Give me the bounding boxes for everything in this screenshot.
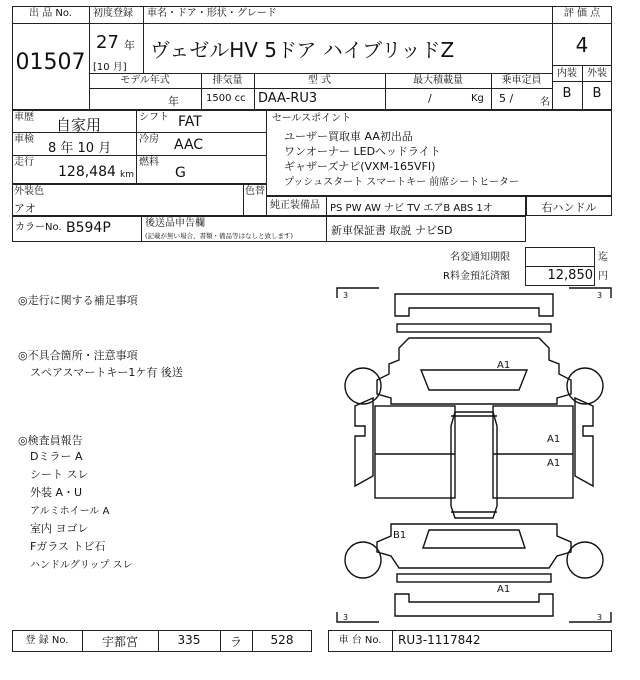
mileage: 128,484 [58, 164, 116, 180]
registration-month: [10 月] [93, 62, 127, 73]
equipment-label: 純正装備品 [270, 200, 320, 211]
model-year-label: モデル年式 [120, 75, 170, 86]
interior-grade: B [562, 86, 572, 101]
registration-year: 27 [96, 32, 119, 53]
title-change-unit: 迄 [598, 252, 608, 263]
inspector-line: アルミホイール A [30, 506, 110, 517]
corner-label: 3 [597, 613, 603, 622]
chassis-number-label: 車 台 No. [338, 635, 382, 646]
inspector-line: 室内 ヨゴレ [30, 522, 89, 535]
damage-mark: A1 [547, 458, 561, 469]
color-number-label: カラーNo. [15, 222, 62, 233]
recycle-fee-unit: 円 [598, 271, 608, 282]
interior-grade-label: 内装 [557, 68, 577, 79]
title-change-deadline-box [525, 247, 595, 267]
exterior-color-label: 外装色 [14, 186, 44, 197]
max-load-unit: Kg [471, 93, 484, 104]
car-damage-diagram [335, 286, 613, 626]
first-registration-label: 初度登録 [93, 8, 133, 19]
steering-position: 右ハンドル [541, 201, 597, 214]
mileage-unit: km [120, 170, 134, 180]
inspector-line: シート スレ [30, 468, 89, 481]
capacity-label: 乗車定員 [501, 75, 542, 86]
exterior-color: アオ [14, 202, 36, 215]
inspector-line: ハンドルグリップ スレ [30, 560, 133, 571]
car-name-label: 車名・ドア・形状・グレード [147, 8, 277, 19]
vehicle-history: 自家用 [56, 116, 102, 134]
registration-year-unit: 年 [124, 39, 135, 52]
model-code: DAA-RU3 [258, 91, 318, 106]
sales-point-line: ギャザーズナビ(VXM-165VFI) [284, 160, 436, 173]
shift-label: シフト [139, 112, 169, 123]
corner-label: 3 [343, 291, 349, 300]
overall-score: 4 [575, 33, 589, 57]
title-change-deadline-label: 名変通知期限 [450, 252, 510, 263]
damage-mark: B1 [393, 530, 407, 541]
sales-point-line: ユーザー買取車 AA初出品 [284, 130, 413, 143]
inspector-line: 外装 A・U [30, 486, 83, 499]
defect-line: スペアスマートキー1ケ有 後送 [30, 366, 183, 379]
aftermarket-label: 後送品申告欄 [145, 218, 205, 229]
capacity-unit: 名 [540, 97, 550, 108]
aftermarket-note: (記載が無い場合、書類・備品等はなしと致します) [145, 232, 294, 240]
registration-kana: ラ [229, 635, 242, 649]
fuel-label: 燃料 [139, 157, 159, 168]
history-label: 車歴 [14, 112, 34, 123]
inspection-expiry: 8 年 10 月 [48, 141, 112, 156]
air-conditioning-label: 冷房 [139, 134, 159, 145]
displacement: 1500 cc [206, 93, 246, 104]
warranty-documents: 新車保証書 取説 ナビSD [331, 224, 453, 237]
damage-mark: A1 [497, 360, 511, 371]
air-conditioning: AAC [174, 137, 204, 153]
inspector-line: Dミラー A [30, 450, 83, 463]
car-name: ヴェゼルHV 5ドア ハイブリッドZ [150, 38, 455, 62]
capacity: 5 / [499, 92, 514, 105]
inspector-line: Fガラス トビ石 [30, 540, 106, 553]
color-number: B594P [66, 220, 111, 236]
damage-mark: A1 [497, 584, 511, 595]
corner-label: 3 [343, 613, 349, 622]
driving-notes-title: ◎走行に関する補足事項 [18, 294, 138, 307]
max-load-label: 最大積載量 [413, 75, 463, 86]
lot-number-label: 出 品 No. [29, 8, 72, 19]
sales-point-line: ワンオーナー LEDヘッドライト [284, 145, 441, 158]
recycle-fee-label: R料金預託済額 [443, 271, 510, 282]
inspection-label: 車検 [14, 134, 34, 145]
damage-mark: A1 [547, 434, 561, 445]
transmission: FAT [178, 114, 202, 130]
chassis-number: RU3-1117842 [398, 633, 481, 647]
mileage-label: 走行 [14, 157, 34, 168]
sales-point-line: プッシュスタート スマートキー 前席シートヒーター [284, 177, 519, 188]
displacement-label: 排気量 [212, 75, 243, 86]
inspector-report-title: ◎検査員報告 [18, 434, 83, 447]
fuel-type: G [175, 165, 186, 181]
model-code-label: 型 式 [307, 75, 332, 86]
color-change-label: 色替 [245, 186, 265, 197]
sales-points-label: セールスポイント [272, 113, 352, 124]
exterior-color-block [12, 184, 267, 216]
exterior-grade-label: 外装 [587, 68, 607, 79]
recycle-fee: 12,850 [547, 268, 593, 283]
defects-title: ◎不具合箇所・注意事項 [18, 349, 138, 362]
lot-number: 01507 [15, 50, 86, 75]
exterior-grade: B [592, 86, 602, 101]
registration-class: 335 [177, 633, 201, 647]
model-year-unit: 年 [168, 95, 179, 108]
max-load-slash: / [428, 92, 432, 105]
equipment-items: PS PW AW ナビ TV エアB ABS 1オ [330, 203, 493, 214]
registration-number-label: 登 録 No. [25, 635, 69, 646]
score-label: 評 価 点 [563, 8, 601, 19]
registration-place: 宇都宮 [101, 635, 138, 649]
corner-label: 3 [597, 291, 603, 300]
registration-number: 528 [270, 633, 294, 647]
